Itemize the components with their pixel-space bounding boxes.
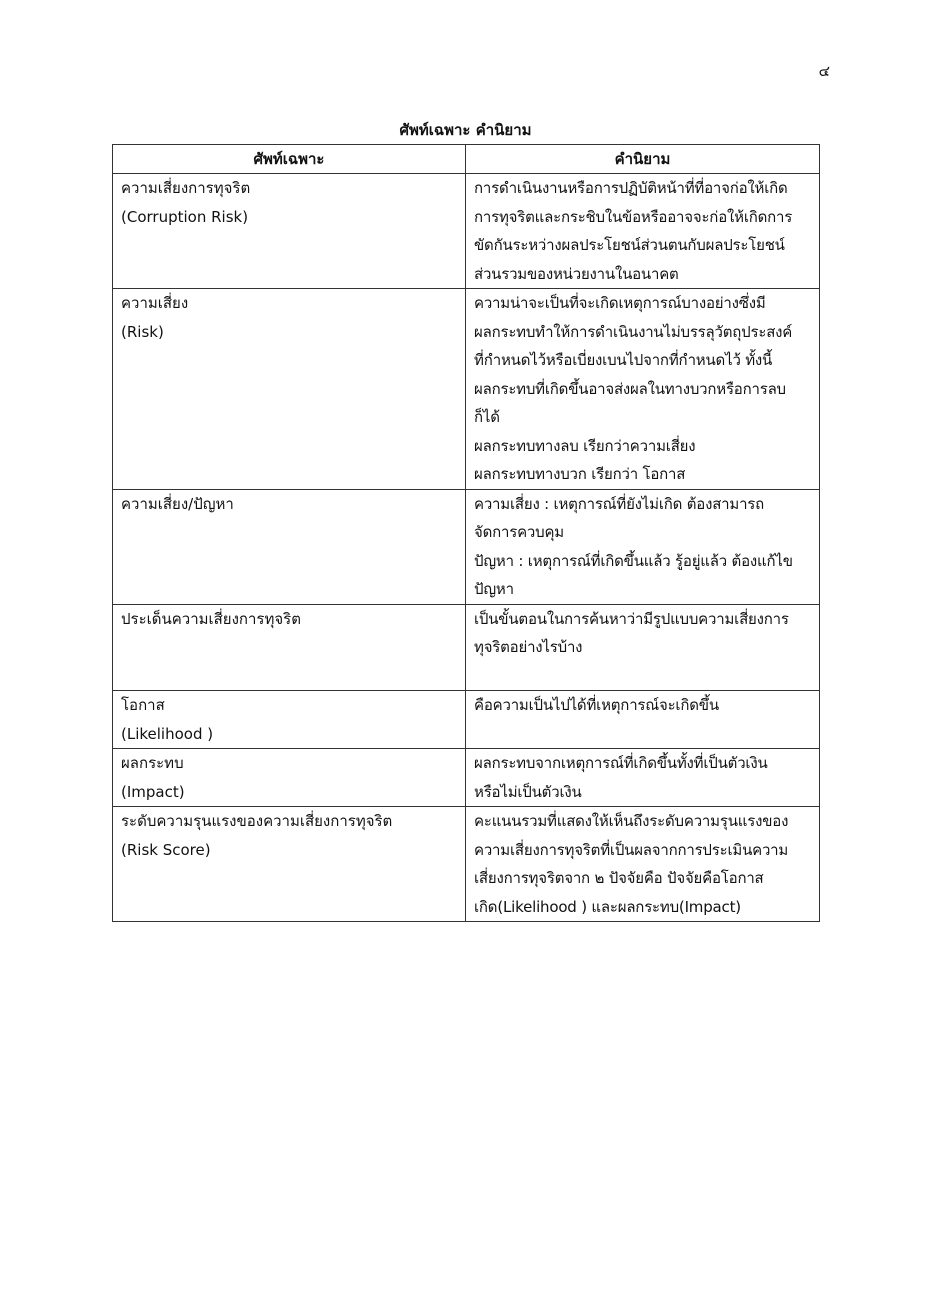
page-title: ศัพท์เฉพาะ คำนิยาม — [399, 121, 532, 139]
definition-line: เป็นขั้นตอนในการค้นหาว่ามีรูปแบบความเสี่ยงการ — [474, 609, 789, 628]
term-cell — [113, 489, 466, 604]
definition-line: ผลกระทบที่เกิดขึ้นอาจส่งผลในทางบวกหรือการลบ — [474, 379, 786, 398]
table-row — [113, 174, 820, 289]
term-line: ระดับความรุนแรงของความเสี่ยงการทุจริต — [121, 812, 393, 830]
table-row — [113, 807, 820, 922]
definition-line: ปัญหา — [474, 580, 514, 598]
term-cell — [113, 749, 466, 807]
term-line: (Corruption Risk) — [121, 207, 249, 226]
definition-line: เสี่ยงการทุจริตจาก ๒ ปัจจัยคือ ปัจจัยคือโอกาส — [474, 869, 764, 887]
table-row — [113, 289, 820, 490]
term-line: (Likelihood ) — [121, 724, 214, 743]
definition-cell — [466, 691, 820, 749]
definition-line: คะแนนรวมที่แสดงให้เห็นถึงระดับความรุนแรงของ — [474, 812, 789, 830]
definition-line: ที่กำหนดไว้หรือเบี่ยงเบนไปจากที่กำหนดไว้ ทั้งนี้ — [474, 351, 773, 369]
definition-line: การดำเนินงานหรือการปฏิบัติหน้าที่ที่อาจก่อให้เกิด — [474, 179, 788, 197]
term-line: ความเสี่ยง — [121, 294, 189, 312]
definition-line: ผลกระทบทางลบ เรียกว่าความเสี่ยง — [474, 436, 696, 455]
definition-line: ขัดกันระหว่างผลประโยชน์ส่วนตนกับผลประโยชน์ — [474, 236, 785, 254]
term-line: ผลกระทบ — [121, 754, 184, 772]
definition-line: หรือไม่เป็นตัวเงิน — [474, 782, 582, 801]
definition-cell — [466, 807, 820, 922]
definition-line: ปัญหา : เหตุการณ์ที่เกิดขึ้นแล้ว รู้อยู่แล้ว ต้องแก้ไข — [474, 551, 793, 570]
table-row — [113, 489, 820, 604]
definition-line: ผลกระทบทางบวก เรียกว่า โอกาส — [474, 465, 686, 483]
definition-cell — [466, 174, 820, 289]
definition-line: การทุจริตและกระชิบในข้อหรืออาจจะก่อให้เกิดการ — [474, 207, 793, 226]
definition-line: ทุจริตอย่างไรบ้าง — [474, 638, 583, 656]
term-cell — [113, 289, 466, 490]
column-header-definition: คำนิยาม — [466, 145, 820, 174]
definition-cell — [466, 289, 820, 490]
term-cell — [113, 604, 466, 691]
term-line: (Impact) — [121, 782, 185, 801]
definition-line: ก็ได้ — [474, 408, 500, 426]
term-line: โอกาส — [121, 696, 165, 714]
glossary-table — [112, 144, 820, 922]
page-number: ๔ — [818, 62, 830, 80]
term-line: ความเสี่ยงการทุจริต — [121, 179, 251, 197]
term-line: (Risk Score) — [121, 840, 211, 859]
definition-line: ความเสี่ยงการทุจริตที่เป็นผลจากการประเมินความ — [474, 840, 789, 859]
definition-line: ส่วนรวมของหน่วยงานในอนาคต — [474, 264, 679, 283]
definition-cell — [466, 749, 820, 807]
term-cell — [113, 807, 466, 922]
table-row — [113, 749, 820, 807]
table-header-row — [113, 145, 820, 174]
definition-line: เกิด(Likelihood ) และผลกระทบ(Impact) — [474, 897, 741, 916]
definition-line: ความเสี่ยง : เหตุการณ์ที่ยังไม่เกิด ต้องสามารถ — [474, 494, 765, 513]
column-header-term: ศัพท์เฉพาะ — [113, 145, 466, 174]
table-row — [113, 604, 820, 691]
term-cell — [113, 691, 466, 749]
definition-line: ผลกระทบทำให้การดำเนินงานไม่บรรลุวัตถุประสงค์ — [474, 322, 793, 341]
definition-line: คือความเป็นไปได้ที่เหตุการณ์จะเกิดขึ้น — [474, 696, 719, 714]
definition-line: จัดการควบคุม — [474, 523, 564, 541]
term-line: ประเด็นความเสี่ยงการทุจริต — [121, 609, 301, 628]
definition-cell — [466, 489, 820, 604]
term-line: (Risk) — [121, 322, 164, 341]
definition-line: ความน่าจะเป็นที่จะเกิดเหตุการณ์บางอย่างซึ่งมี — [474, 294, 766, 312]
definition-cell — [466, 604, 820, 691]
term-cell — [113, 174, 466, 289]
definition-line: ผลกระทบจากเหตุการณ์ที่เกิดขึ้นทั้งที่เป็นตัวเงิน — [474, 754, 768, 772]
table-row — [113, 691, 820, 749]
term-line: ความเสี่ยง/ปัญหา — [121, 494, 234, 513]
definition-line — [474, 662, 811, 691]
